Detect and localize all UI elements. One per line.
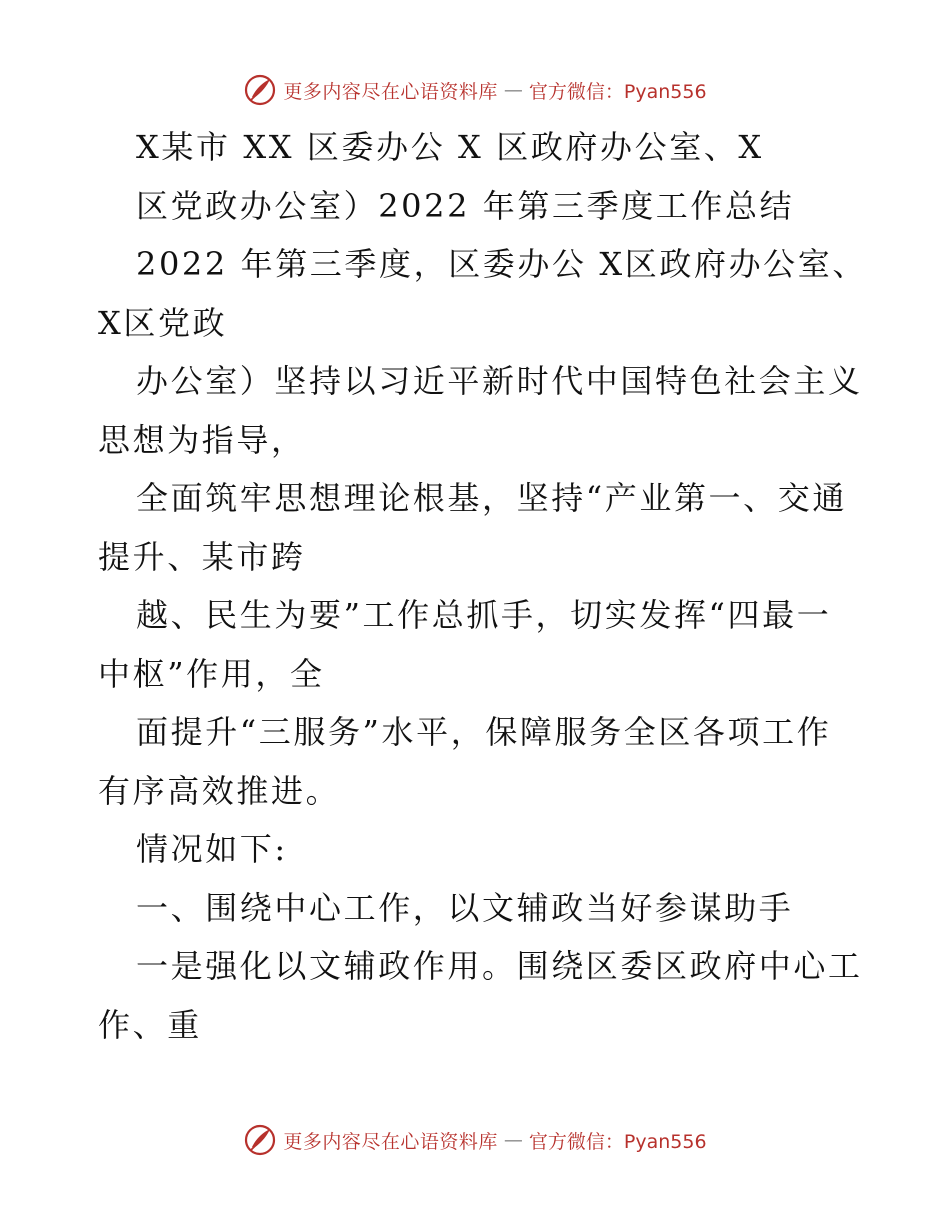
watermark-brand-text: 更多内容尽在心语资料库 [283,80,498,103]
watermark-brand-text: 更多内容尽在心语资料库 [283,1130,498,1153]
paragraph-line: 情况如下: [136,830,288,868]
watermark-wechat-text: 官方微信：Pyan556 [528,1130,707,1153]
document-title-line: X某市 XX 区委办公 X 区政府办公室、X [136,128,764,166]
paragraph-line: 2022 年第三季度，区委办公 X区政府办公室、 [136,245,867,283]
section-heading: 一、围绕中心工作，以文辅政当好参谋助手 [136,888,794,927]
paragraph-line: 作、重 [98,1005,202,1044]
watermark-wechat-text: 官方微信：Pyan556 [528,80,707,103]
paragraph-line: 越、民生为要”工作总抓手，切实发挥“四最一 [136,596,832,634]
watermark-group [243,1123,706,1157]
paragraph-line: 思想为指导， [98,420,306,459]
paragraph-line: 提升、某市跨 [98,537,306,576]
watermark-banner-bottom [0,1120,950,1160]
watermark-separator: — [503,79,523,101]
quill-logo-icon [243,1123,277,1157]
watermark-banner-top [0,70,950,110]
watermark-group [243,73,706,107]
paragraph-line: 办公室）坚持以习近平新时代中国特色社会主义 [136,362,863,400]
paragraph-line: 有序高效推进。 [98,771,341,810]
paragraph-line: 面提升“三服务”水平，保障服务全区各项工作 [136,713,832,751]
paragraph-line: X区党政 [98,303,228,342]
document-title-line: 区党政办公室）2022 年第三季度工作总结 [136,186,795,225]
paragraph-line: 一是强化以文辅政作用。围绕区委区政府中心工 [136,947,863,985]
document-body [98,118,867,1054]
paragraph-line: 中枢”作用，全 [98,654,325,693]
paragraph-line: 全面筑牢思想理论根基，坚持“产业第一、交通 [136,479,847,517]
watermark-separator: — [503,1129,523,1151]
quill-logo-icon [243,73,277,107]
